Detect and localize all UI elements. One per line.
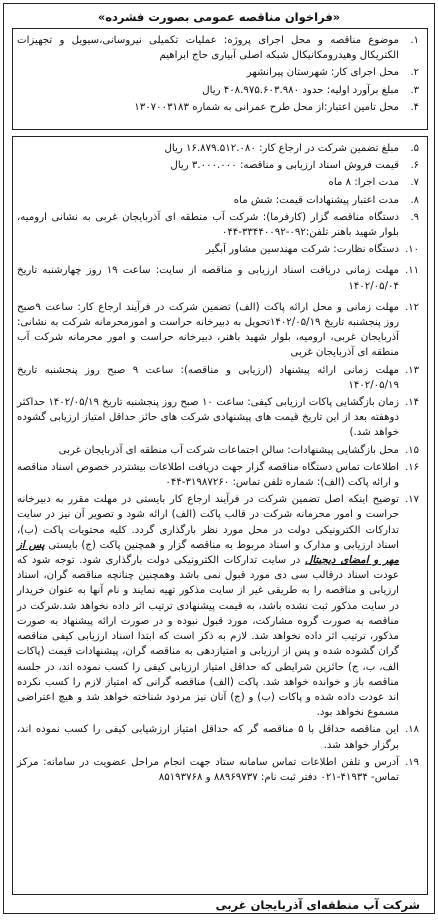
- item-text: موضوع مناقصه و محل اجرای پروژه: عملیات تکمیلی نیروسانی،سیویل و تجهیزات الکتریکال وهیدرومکانیکال شبکه اصلی آبیاری حاج ابراهیم: [17, 35, 399, 62]
- list-item: [17, 460, 421, 490]
- item-number: ۱۲.: [405, 301, 419, 313]
- item-text: در سایت تدارکات الکترونیکی دولت بارگذاری شود. توجه شود که عودت اسناد درقالب سی دی مورد قبول نمی باشد وهمچنین چنانچه مناقصه گران، اسناد ارزیابی و مناقصه را به طریقی غیر از سایت مذکور تهیه نمایند و نام آنها به عنوان خریدار در سایت مذکور ثبت نشده باشد، به قیمت پیشنهادی ترتیب اثر داده نخواهد شد.شرکت در مناقصه به صورت گروه مشارکت، مورد قبول نبوده و در صورت ارائه پیشنهاد به صورت مذکور، ترتیب اثر داده نخواهد شد. لازم به ذکر است که ابتدا اسناد ارزیابی کیفی مناقصه گران گشوده شده و پس از ارزیابی و امتیازدهی به مناقصه گران، پیشنهادات قیمت (پاکات الف، ب، ج) حائزین شرایطی که حداقل امتیاز ارزیابی کیفی را کسب نموده اند، در جلسه مناقصه باز و خوانده خواهد شد. پاکت (الف) مناقصه گرانی که امتیاز لازم را کسب نکرده اند عودت داده شده و پاکات (ب) و (ج) آنان نیز مردود شناخته خواهد شد و هیچ اعتراضی مسموع نخواهد بود.: [17, 555, 399, 719]
- item-text: آدرس و تلفن اطلاعات تماس سامانه ستاد جهت انجام مراحل عضویت در سامانه: مرکز تماس- ۴۱۹۳۴-۰۲۱ دفتر ثبت نام: ۸۸۹۶۹۷۳۷ و ۸۵۱۹۳۷۶۸: [17, 756, 399, 783]
- list-item: [17, 210, 421, 240]
- item-text: دستگاه نظارت: شرکت مهندسین مشاور آبگیر: [205, 244, 399, 256]
- item-number: ۱۳.: [405, 364, 419, 376]
- item-text: مهلت زمانی و محل ارائه پاکت (الف) تضمین شرکت در فرآیند ارجاع کار: ساعت ۹صبح روز پنجشنبه تاریخ ۱۴۰۲/۰۵/۱۹تحویل به دبیرخانه حراست و امورمحرمانه شرکت به نشانی: آذربایجان غربی، ارومیه، بلوار شهید باهنر، دبیرخانه حراست و امور محرمانه شرکت آب منطقه ای آذربایجان غربی: [17, 301, 399, 359]
- item-number: ۱۰.: [405, 244, 419, 256]
- item-text: محل اجرای کار: شهرستان پیرانشهر: [246, 67, 399, 79]
- list-item: [17, 242, 421, 257]
- item-number: ۵.: [410, 143, 419, 154]
- list-item: [17, 83, 421, 98]
- list-item: [17, 263, 421, 293]
- item-text: اطلاعات تماس دستگاه مناقصه گزار جهت دریافت اطلاعات بیشتردر خصوص اسناد مناقصه و ارائه پاکت (الف): شماره تلفن تماس: ۳۱۹۸۷۲۶۰-۰۴۴: [17, 461, 399, 489]
- item-number: ۱۹.: [405, 756, 419, 768]
- item-number: ۱۶.: [405, 461, 419, 473]
- item-text: قیمت فروش اسناد ارزیابی و مناقصه: ۳.۰۰۰.۰۰۰ ریال: [170, 160, 399, 172]
- list-item: [17, 175, 421, 190]
- list-item: [17, 141, 421, 156]
- list-item: [17, 100, 421, 115]
- list-item: [17, 65, 421, 80]
- issuer-signature: شرکت آب منطقه‌ای آذربایجان غربی: [215, 898, 420, 912]
- item-text: مهلت زمانی ارائه پیشنهاد (ارزیابی و مناقصه): ساعت ۹ صبح روز پنجشنبه تاریخ ۱۴۰۲/۰۵/۱۹: [17, 364, 399, 391]
- list-item: [17, 395, 421, 441]
- item-text: این مناقصه حداقل با ۵ مناقصه گر که حداقل امتیاز ارزشیابی کیفی را کسب نموده اند، برگزار خواهد شد.: [17, 724, 399, 751]
- item-number: ۸.: [410, 194, 419, 206]
- list-item: [17, 755, 421, 785]
- item-text: محل بازگشایی پیشنهادات: سالن اجتماعات شرکت آب منطقه ای آذربایجان غربی: [58, 444, 399, 456]
- item-text: مدت اعتبار پیشنهادات قیمت: شش ماه: [233, 194, 399, 206]
- summary-box: [12, 28, 428, 130]
- list-item: [17, 300, 421, 361]
- list-item: [17, 33, 421, 63]
- item-number: ۷.: [410, 177, 419, 189]
- item-text: توضیح اینکه اصل تضمین شرکت در فرآیند ارجاع کار بایستی در مهلت مقرر به دبیرخانه حراست و امور محرمانه شرکت در قالب پاکت (الف) ارائه شود و تصویر آن نیز در سایت تدارکات الکترونیکی دولت در محل مورد نظر بارگذاری گردد. کلیه محتویات پاکت (ب)، اسناد ارزیابی و مدارک و اسناد مربوط به مناقصه گزار و همچنین پاکت (ج) بایستی: [17, 494, 400, 551]
- item-text: دستگاه مناقصه گزار (کارفرما): شرکت آب منطقه ای آذربایجان غربی به نشانی ارومیه، بلوار شهید باهنر تلفن:۰۹۲-۳۳۴۴۰۰۹۲-۰۴۴: [17, 211, 399, 239]
- details-box: [12, 136, 428, 895]
- item-number: ۱۴.: [405, 397, 419, 409]
- item-number: ۱۷.: [405, 494, 419, 506]
- item-number: ۹.: [410, 211, 419, 223]
- item-text: زمان بازگشایی پاکات ارزیابی کیفی: ساعت ۱۰ صبح روز پنجشنبه تاریخ ۱۴۰۲/۰۵/۱۹ حداکثر دوهفته بعد از این تاریخ قیمت های پیشنهادی شرکت های حائز حداقل امتیاز ارزیابی گشوده خواهد شد.): [17, 397, 399, 439]
- item-text: مدت اجرا: ۸ ماه: [328, 177, 399, 189]
- item-number: ۱۸.: [405, 724, 419, 736]
- list-item: [17, 722, 421, 752]
- emphasis-text: پس از مهر و امضای دیجیتال: [17, 539, 400, 567]
- tender-notice: [3, 3, 435, 914]
- page-title: «فراخوان مناقصه عمومی بصورت فشرده»: [97, 10, 341, 24]
- list-item: [17, 492, 421, 720]
- item-number: ۶.: [410, 160, 419, 172]
- item-number: ۱۵.: [405, 444, 419, 456]
- item-text: محل تامین اعتبار:از محل طرح عمرانی به شماره ۱۳۰۷۰۰۳۱۸۳: [134, 101, 399, 113]
- list-item: [17, 363, 421, 393]
- item-number: ۲.: [410, 67, 419, 79]
- item-text: مبلغ تضمین شرکت در ارجاع کار: ۱۶.۸۷۹.۵۱۲.۰۸۰ ریال: [164, 143, 399, 154]
- details-list: [13, 137, 427, 785]
- list-item: [17, 193, 421, 208]
- summary-list: [13, 29, 427, 115]
- item-number: ۳.: [410, 84, 419, 96]
- item-text: مهلت زمانی دریافت اسناد ارزیابی و مناقصه از سایت: ساعت ۱۹ روز چهارشنبه تاریخ ۱۴۰۲/۰۵/۰۴: [17, 265, 399, 292]
- item-number: ۴.: [410, 101, 419, 113]
- item-number: ۱.: [410, 35, 419, 46]
- list-item: [17, 158, 421, 173]
- item-number: ۱۱.: [405, 265, 419, 277]
- item-text: مبلغ برآورد اولیه: حدود ۴۰۸.۹۷۵.۶۰۳.۹۸۰ ریال: [202, 84, 399, 96]
- list-item: [17, 443, 421, 458]
